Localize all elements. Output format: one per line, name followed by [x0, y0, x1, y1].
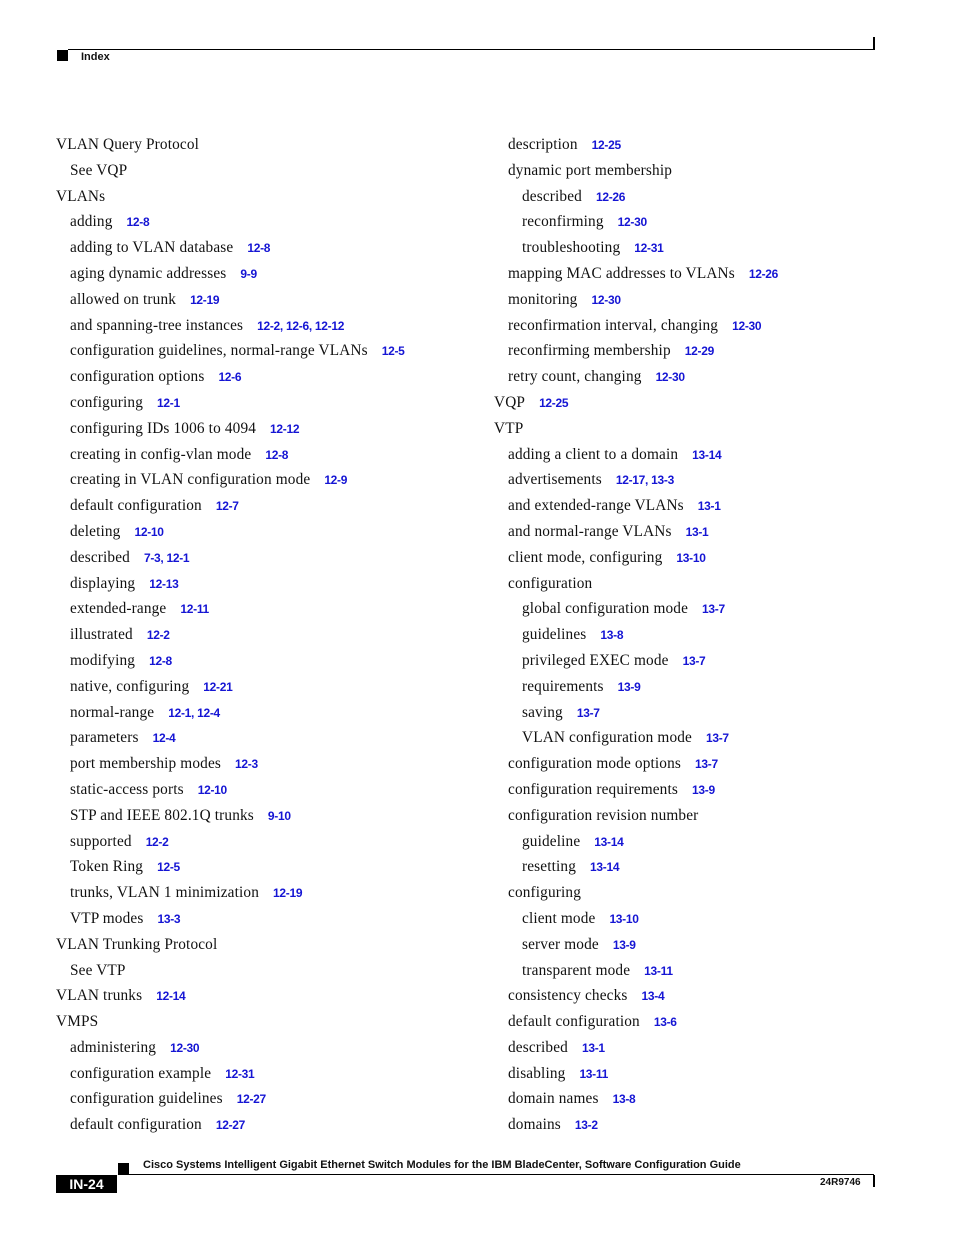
index-entry	[494, 958, 924, 984]
index-term: global configuration mode	[522, 600, 689, 618]
index-term: guidelines	[522, 626, 587, 644]
page-reference-link[interactable]: 12-21	[203, 679, 233, 694]
index-entry	[56, 674, 486, 700]
page-reference-link[interactable]: 13-1	[581, 1040, 605, 1055]
index-term: port membership modes	[70, 755, 221, 773]
page-reference-link[interactable]: 12-25	[539, 395, 569, 410]
index-entry	[494, 906, 924, 932]
page-reference-link[interactable]: 12-10	[197, 782, 227, 797]
index-entry	[494, 777, 924, 803]
footer-marker	[118, 1163, 129, 1174]
index-term: native, configuring	[70, 677, 190, 695]
page-reference-link[interactable]: 12-12	[270, 421, 300, 436]
index-entry	[494, 622, 924, 648]
page-reference-link[interactable]: 12-30	[591, 292, 621, 307]
page-reference-link[interactable]: 13-7	[576, 705, 600, 720]
index-entry	[56, 829, 486, 855]
index-term: reconfirmation interval, changing	[508, 316, 719, 334]
index-term: allowed on trunk	[70, 290, 177, 308]
index-entry	[494, 1112, 924, 1138]
index-entry	[56, 1112, 486, 1138]
page-reference-link[interactable]: 12-27	[215, 1118, 246, 1133]
index-term: default configuration	[70, 497, 202, 515]
index-entry	[494, 674, 924, 700]
index-column-right	[494, 132, 924, 1138]
index-term: privileged EXEC mode	[522, 651, 669, 669]
index-entry	[494, 1009, 924, 1035]
index-entry	[56, 648, 486, 674]
index-term: VLAN configuration mode	[522, 729, 692, 747]
index-term: domain names	[508, 1090, 599, 1108]
index-entry	[494, 287, 924, 313]
index-term: guideline	[522, 832, 581, 850]
index-term: static-access ports	[70, 780, 184, 798]
index-entry	[56, 467, 486, 493]
index-term: configuration guidelines	[70, 1090, 223, 1108]
index-entry	[56, 442, 486, 468]
index-entry	[494, 235, 924, 261]
index-term: default configuration	[508, 1013, 640, 1031]
page-reference-link[interactable]: 13-7	[695, 757, 718, 772]
page-reference-link[interactable]: 12-14	[156, 989, 186, 1004]
index-term: disabling	[508, 1064, 566, 1082]
index-term: aging dynamic addresses	[70, 264, 227, 282]
index-entry	[56, 545, 486, 571]
header-tick	[873, 37, 875, 50]
index-term: adding to VLAN database	[70, 239, 234, 257]
index-term: configuring	[70, 393, 144, 411]
index-entry	[56, 364, 486, 390]
index-entry	[494, 1061, 924, 1087]
footer-doc-number: 24R9746	[820, 1177, 861, 1188]
page-reference-link[interactable]: 13-11	[644, 963, 673, 978]
page-reference-link[interactable]: 12-30	[170, 1040, 200, 1055]
index-entry	[494, 338, 924, 364]
page-reference-link[interactable]: 12-7	[215, 499, 239, 514]
index-term: reconfirming	[522, 213, 604, 231]
index-term: requirements	[522, 677, 604, 695]
index-term: configuration requirements	[508, 780, 678, 798]
page-reference-link[interactable]: 12-8	[265, 447, 289, 462]
index-entry	[56, 235, 486, 261]
page-reference-link[interactable]: 12-2	[146, 628, 170, 643]
index-entry	[494, 1035, 924, 1061]
index-entry	[494, 261, 924, 287]
page-reference-link[interactable]: 13-11	[579, 1066, 608, 1081]
index-term: configuration guidelines, normal-range VLANs	[70, 342, 368, 360]
page-reference-link[interactable]: 13-3	[157, 911, 181, 926]
index-term: and extended-range VLANs	[508, 497, 684, 515]
index-term: retry count, changing	[508, 368, 642, 386]
index-term: VMPS	[56, 1013, 99, 1031]
page-reference-link[interactable]: 12-8	[149, 653, 172, 668]
index-term: description	[508, 136, 578, 153]
page-reference-link[interactable]: 12-13	[149, 576, 179, 591]
index-entry	[494, 571, 924, 597]
index-entry	[494, 596, 924, 622]
index-term: administering	[70, 1038, 157, 1056]
index-entry	[494, 803, 924, 829]
index-entry	[56, 313, 486, 339]
index-entry	[56, 571, 486, 597]
index-term: supported	[70, 832, 132, 850]
page-reference-link[interactable]: 12-27	[236, 1092, 266, 1107]
index-term: monitoring	[508, 290, 578, 308]
index-term: Token Ring	[70, 858, 144, 876]
index-entry	[56, 596, 486, 622]
index-entry	[56, 983, 486, 1009]
index-entry	[56, 261, 486, 287]
index-term: described	[70, 548, 130, 566]
index-term: dynamic port membership	[508, 161, 673, 179]
index-term: VQP	[494, 393, 526, 411]
page-reference-link[interactable]: 13-14	[594, 834, 624, 849]
header-marker	[57, 50, 68, 61]
page-reference-link[interactable]: 12-26	[595, 189, 626, 204]
index-term: described	[508, 1038, 568, 1056]
index-term: configuring IDs 1006 to 4094	[70, 419, 257, 437]
page-reference-link[interactable]: 13-7	[705, 731, 729, 746]
index-entry	[56, 725, 486, 751]
index-term: VTP modes	[70, 909, 144, 927]
page-reference-link[interactable]: 13-14	[590, 860, 620, 875]
page-reference-link[interactable]: 12-31	[225, 1066, 255, 1081]
index-term: creating in VLAN configuration mode	[70, 471, 311, 489]
index-term: creating in config-vlan mode	[70, 445, 252, 463]
index-term: and normal-range VLANs	[508, 522, 672, 540]
index-entry	[56, 416, 486, 442]
page-reference-link[interactable]: 13-14	[692, 447, 722, 462]
page-reference-link[interactable]: 12-17, 13-3	[615, 473, 674, 488]
index-entry	[56, 338, 486, 364]
index-term: server mode	[522, 935, 599, 953]
page-reference-link[interactable]: 12-19	[273, 886, 303, 901]
index-entry	[494, 467, 924, 493]
page-reference-link[interactable]: 12-2, 12-6, 12-12	[257, 318, 345, 333]
index-term: configuration example	[70, 1064, 212, 1082]
index-term: adding a client to a domain	[508, 445, 679, 463]
index-entry	[494, 700, 924, 726]
index-term: See VTP	[70, 961, 126, 979]
index-term: configuration revision number	[508, 806, 699, 824]
page-reference-link[interactable]: 13-8	[600, 628, 624, 643]
index-term: deleting	[70, 522, 121, 540]
page-reference-link[interactable]: 12-26	[748, 266, 779, 281]
index-entry	[494, 519, 924, 545]
index-entry	[494, 158, 924, 184]
page-reference-link[interactable]: 13-1	[697, 499, 721, 514]
index-term: troubleshooting	[522, 239, 621, 257]
index-column-left	[56, 132, 486, 1138]
footer-guide-title: Cisco Systems Intelligent Gigabit Ethernet Switch Modules for the IBM BladeCenter, Software Configuration Guide	[143, 1159, 741, 1171]
index-entry	[56, 700, 486, 726]
page-reference-link[interactable]: 12-30	[617, 215, 647, 230]
index-entry	[494, 493, 924, 519]
page-reference-link[interactable]: 12-1, 12-4	[168, 705, 220, 720]
index-term: mapping MAC addresses to VLANs	[508, 264, 735, 282]
index-entry	[56, 209, 486, 235]
index-entry	[56, 132, 486, 158]
index-term: domains	[508, 1116, 561, 1134]
index-entry	[56, 854, 486, 880]
page-reference-link[interactable]: 13-7	[702, 602, 725, 617]
page-reference-link[interactable]: 13-10	[676, 550, 706, 565]
index-term: configuration	[508, 574, 593, 592]
index-entry	[56, 751, 486, 777]
index-entry	[494, 442, 924, 468]
index-term: resetting	[522, 858, 577, 876]
index-term: client mode	[522, 909, 596, 927]
index-entry	[56, 1061, 486, 1087]
page-reference-link[interactable]: 12-1	[157, 395, 180, 410]
page-reference-link[interactable]: 9-10	[267, 808, 291, 823]
page-reference-link[interactable]: 12-5	[157, 860, 180, 875]
index-term: default configuration	[70, 1116, 202, 1134]
index-entry	[56, 906, 486, 932]
index-entry	[494, 648, 924, 674]
index-term: extended-range	[70, 600, 167, 618]
index-term: saving	[522, 703, 563, 721]
page-reference-link[interactable]: 12-8	[126, 215, 150, 230]
footer-rule	[118, 1174, 874, 1175]
page-reference-link[interactable]: 12-6	[218, 370, 242, 385]
index-entry	[494, 983, 924, 1009]
index-term: VTP	[494, 419, 524, 437]
index-entry	[56, 184, 486, 210]
index-entry	[56, 880, 486, 906]
index-term: parameters	[70, 729, 139, 747]
index-entry	[494, 545, 924, 571]
index-term: adding	[70, 213, 113, 231]
page-reference-link[interactable]: 13-4	[641, 989, 665, 1004]
index-entry	[56, 622, 486, 648]
index-entry	[494, 932, 924, 958]
index-entry	[56, 390, 486, 416]
page-reference-link[interactable]: 12-3	[235, 757, 258, 772]
index-term: advertisements	[508, 471, 602, 489]
page-reference-link[interactable]: 13-8	[612, 1092, 636, 1107]
index-entry	[494, 725, 924, 751]
index-entry	[56, 158, 486, 184]
page-reference-link[interactable]: 13-6	[653, 1015, 677, 1030]
index-entry	[494, 390, 924, 416]
index-entry	[56, 1035, 486, 1061]
page-reference-link[interactable]: 12-8	[247, 241, 271, 256]
page-reference-link[interactable]: 13-9	[617, 679, 641, 694]
page-reference-link[interactable]: 12-30	[732, 318, 762, 333]
index-term: configuration mode options	[508, 755, 681, 773]
index-entry	[56, 958, 486, 984]
page-reference-link[interactable]: 13-1	[685, 524, 709, 539]
index-term: normal-range	[70, 703, 155, 721]
page-reference-link[interactable]: 12-25	[591, 138, 621, 152]
index-term: configuring	[508, 884, 582, 902]
index-entry	[494, 132, 924, 158]
page-reference-link[interactable]: 9-9	[240, 266, 257, 281]
page-reference-link[interactable]: 12-9	[324, 473, 348, 488]
index-term: displaying	[70, 574, 136, 592]
index-term: reconfirming membership	[508, 342, 671, 360]
index-entry	[494, 751, 924, 777]
index-term: consistency checks	[508, 987, 628, 1005]
page-reference-link[interactable]: 12-4	[152, 731, 176, 746]
page-reference-link[interactable]: 12-2	[145, 834, 169, 849]
index-entry	[56, 493, 486, 519]
index-term: See VQP	[70, 161, 128, 179]
index-entry	[56, 287, 486, 313]
index-term: transparent mode	[522, 961, 631, 979]
page-reference-link[interactable]: 12-5	[381, 344, 405, 359]
index-entry	[494, 416, 924, 442]
index-entry	[56, 803, 486, 829]
page-reference-link[interactable]: 13-9	[692, 782, 715, 797]
index-term: and spanning-tree instances	[70, 316, 244, 334]
page-reference-link[interactable]: 12-30	[655, 370, 685, 385]
index-entry	[56, 932, 486, 958]
page-reference-link[interactable]: 13-9	[612, 937, 636, 952]
index-entry	[494, 854, 924, 880]
index-term: described	[522, 187, 582, 205]
index-term: modifying	[70, 651, 136, 669]
index-entry	[56, 777, 486, 803]
index-entry	[56, 519, 486, 545]
index-entry	[494, 184, 924, 210]
page-reference-link[interactable]: 12-31	[634, 241, 664, 256]
index-term: trunks, VLAN 1 minimization	[70, 884, 260, 902]
index-term: configuration options	[70, 368, 205, 386]
index-entry	[494, 364, 924, 390]
index-entry	[494, 313, 924, 339]
index-entry	[494, 880, 924, 906]
index-term: client mode, configuring	[508, 548, 663, 566]
index-entry	[56, 1086, 486, 1112]
footer-tick	[873, 1175, 875, 1187]
page-reference-link[interactable]: 12-19	[190, 292, 220, 307]
index-entry	[494, 1086, 924, 1112]
index-term: VLAN Trunking Protocol	[56, 935, 218, 953]
index-entry	[494, 829, 924, 855]
index-term: illustrated	[70, 626, 133, 644]
index-term: STP and IEEE 802.1Q trunks	[70, 806, 254, 824]
index-term: VLAN trunks	[56, 987, 143, 1005]
page-reference-link[interactable]: 12-10	[134, 524, 164, 539]
index-term: VLAN Query Protocol	[56, 136, 200, 153]
page-reference-link[interactable]: 12-11	[180, 602, 209, 617]
page-reference-link[interactable]: 7-3, 12-1	[143, 550, 190, 565]
index-entry	[56, 1009, 486, 1035]
index-term: VLANs	[56, 187, 106, 205]
page-reference-link[interactable]: 12-29	[684, 344, 714, 359]
footer-page-number: IN-24	[56, 1175, 117, 1193]
page-reference-link[interactable]: 13-10	[609, 911, 639, 926]
page-reference-link[interactable]: 13-7	[682, 653, 706, 668]
header-section-label: Index	[81, 51, 110, 63]
header-rule	[68, 49, 874, 50]
page-reference-link[interactable]: 13-2	[574, 1118, 598, 1133]
index-entry	[494, 209, 924, 235]
